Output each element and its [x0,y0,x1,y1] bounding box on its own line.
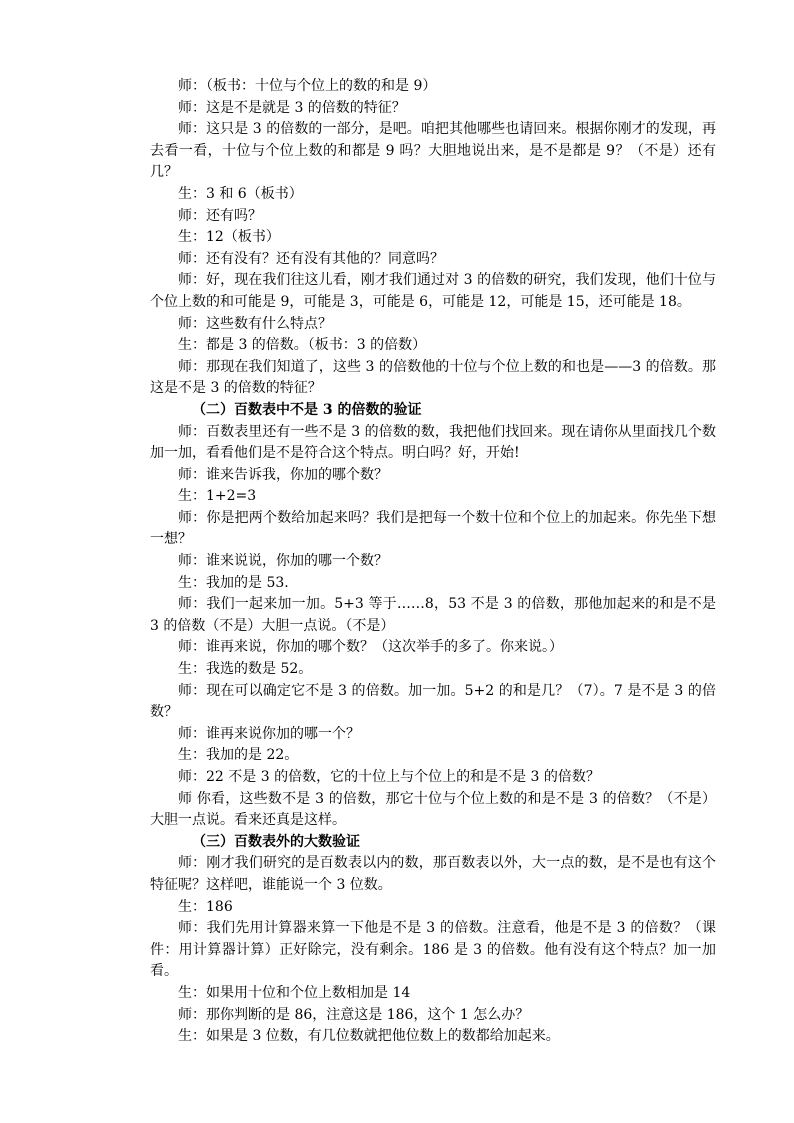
paragraph: 生：186 [178,898,233,915]
paragraph: 生：我选的数是 52。 [178,661,313,678]
paragraph: 师：谁来说说，你加的哪一个数？ [178,553,388,570]
paragraph: 师：谁来告诉我，你加的哪个数？ [178,466,388,483]
paragraph: 生：如果用十位和个位上数相加是 14 [178,984,411,1001]
paragraph: 师：这只是 3 的倍数的一部分，是吧。咱把其他哪些也请回来。根据你刚才的发现，再去看一看，十位与个位上数的和都是 9 吗？大胆地说出来，是不是都是 9？（不是）还有几？ [150,121,716,181]
paragraph: 师：还有没有？还有没有其他的？同意吗？ [178,250,444,267]
paragraph: 师：好，现在我们往这儿看，刚才我们通过对 3 的倍数的研究，我们发现，他们十位与个位上数的和可能是 9，可能是 3，可能是 6，可能是 12，可能是 15，还可能是 18。 [150,272,716,310]
section-heading: （三）百数表外的大数验证 [192,833,360,850]
paragraph: 师：那现在我们知道了，这些 3 的倍数他的十位与个位上数的和也是——3 的倍数。那这是不是 3 的倍数的特征？ [150,358,716,397]
paragraph: 师：我们一起来加一加。5+3 等于……8，53 不是 3 的倍数，那他加起来的和是不是 3 的倍数（不是）大胆一点说。（不是） [150,596,716,634]
paragraph: 师：谁再来说，你加的哪个数？（这次举手的多了。你来说。） [178,639,563,656]
paragraph: 师：这是不是就是 3 的倍数的特征？ [178,99,406,116]
paragraph: 生：我加的是 22。 [178,747,299,764]
paragraph: 师：（板书：十位与个位上的数的和是 9） [178,78,437,94]
paragraph: 师：百数表里还有一些不是 3 的倍数的数，我把他们找回来。现在请你从里面找几个数加一加，看看他们是不是符合这个特点。明白吗？好，开始! [150,423,716,462]
paragraph: 师：22 不是 3 的倍数，它的十位上与个位上的和是不是 3 的倍数？ [178,769,600,785]
paragraph: 师：那你判断的是 86，注意这是 186，这个 1 怎么办？ [178,1006,530,1023]
paragraph: 生：我加的是 53. [178,574,289,591]
paragraph: 师：你是把两个数给加起来吗？我们是把每一个数十位和个位上的加起来。你先坐下想一想？ [150,509,716,548]
paragraph: 师：还有吗？ [178,207,262,224]
paragraph: 生：12（板书） [178,229,280,246]
paragraph: 生：3 和 6（板书） [178,185,303,202]
section-heading: （二）百数表中不是 3 的倍数的验证 [192,401,422,418]
paragraph: 师：我们先用计算器来算一下他是不是 3 的倍数。注意看，他是不是 3 的倍数？（课件：用计算器计算）正好除完，没有剩余。186 是 3 的倍数。他有没有这个特点？加一加看。 [150,920,716,980]
paragraph: 师：这些数有什么特点？ [178,315,332,332]
paragraph: 生：1+2=3 [178,488,257,505]
paragraph: 生：如果是 3 位数，有几位数就把他位数上的数都给加起来。 [178,1028,560,1045]
document-page [150,76,716,1048]
paragraph: 师：刚才我们研究的是百数表以内的数，那百数表以外，大一点的数，是不是也有这个特征呢？这样吧，谁能说一个 3 位数。 [150,855,716,893]
paragraph: 师：谁再来说你加的哪一个？ [178,725,360,742]
paragraph: 生：都是 3 的倍数。（板书：3 的倍数） [178,337,427,354]
paragraph: 师 你看，这些数不是 3 的倍数，那它十位与个位上数的和是不是 3 的倍数？（不是）大胆一点说。看来还真是这样。 [150,790,716,829]
paragraph: 师：现在可以确定它不是 3 的倍数。加一加。5+2 的和是几？（7）。7 是不是 3 的倍数？ [150,682,716,721]
